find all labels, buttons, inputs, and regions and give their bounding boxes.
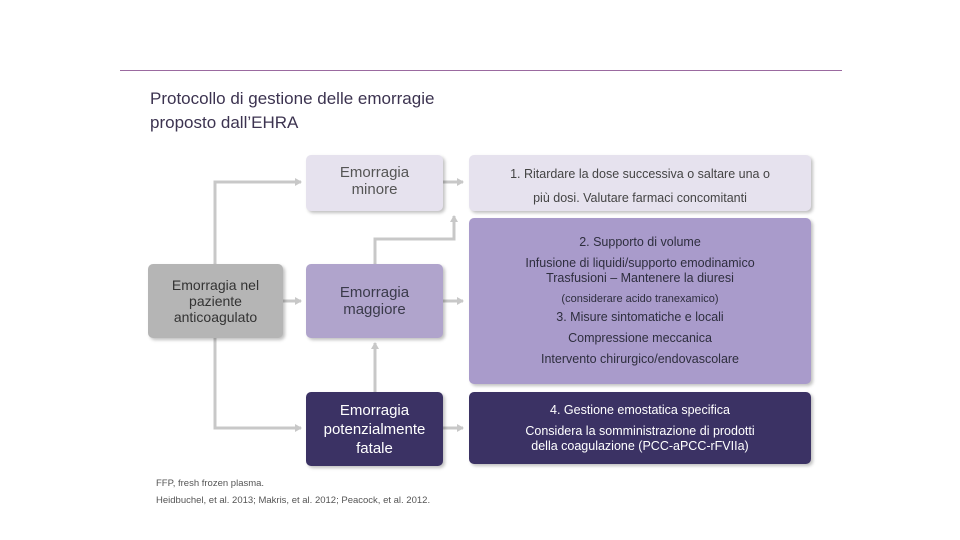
arrow-major-to-minor-action (375, 216, 454, 264)
arrow-start-to-fatal (215, 338, 301, 428)
minor-bleeding-box (306, 155, 443, 211)
fatal-action-line-3: della coagulazione (PCC-aPCC-rFVIIa) (531, 439, 749, 453)
major-action-line-7: Intervento chirurgico/endovascolare (540, 352, 740, 366)
fatal-action-box (469, 392, 811, 464)
minor-line-1: Emorragia (339, 164, 410, 181)
fatal-action-line-2: Considera la somministrazione di prodotti (525, 424, 755, 438)
fatal-line-2: potenzialmente (323, 420, 426, 438)
major-action-line-3: Trasfusioni – Mantenere la diuresi (546, 271, 734, 285)
minor-line-2: minore (351, 181, 398, 198)
major-line-2: maggiore (343, 301, 406, 318)
major-action-line-5: 3. Misure sintomatiche e locali (556, 310, 724, 324)
footnote-abbreviation: FFP, fresh frozen plasma. (156, 478, 265, 489)
anticoagulated-bleeding-box (148, 264, 283, 338)
start-line-1: Emorragia nel (171, 277, 260, 293)
fatal-action-line-1: 4. Gestione emostatica specifica (550, 403, 730, 417)
major-action-line-2: Infusione di liquidi/supporto emodinamico (525, 256, 755, 270)
start-line-2: paziente (189, 293, 242, 309)
minor-action-box (469, 155, 811, 211)
fatal-line-3: fatale (356, 439, 393, 457)
major-bleeding-box (306, 264, 443, 338)
minor-action-line-2: più dosi. Valutare farmaci concomitanti (533, 191, 747, 205)
fatal-bleeding-box (306, 392, 443, 466)
footnote-references: Heidbuchel, et al. 2013; Makris, et al. 2012; Peacock, et al. 2012. (156, 495, 431, 506)
major-action-line-6: Compressione meccanica (568, 331, 712, 345)
major-line-1: Emorragia (339, 284, 410, 301)
major-action-box (469, 218, 811, 384)
title-line-1: Protocollo di gestione delle emorragie (150, 89, 435, 108)
title-line-2: proposto dall’EHRA (150, 113, 299, 132)
arrow-start-to-minor (215, 182, 301, 264)
major-action-line-1: 2. Supporto di volume (579, 235, 701, 249)
major-action-line-4: (considerare acido tranexamico) (561, 293, 719, 305)
fatal-line-1: Emorragia (339, 401, 410, 419)
minor-action-line-1: 1. Ritardare la dose successiva o saltare una o (510, 167, 770, 181)
start-line-3: anticoagulato (173, 309, 258, 325)
